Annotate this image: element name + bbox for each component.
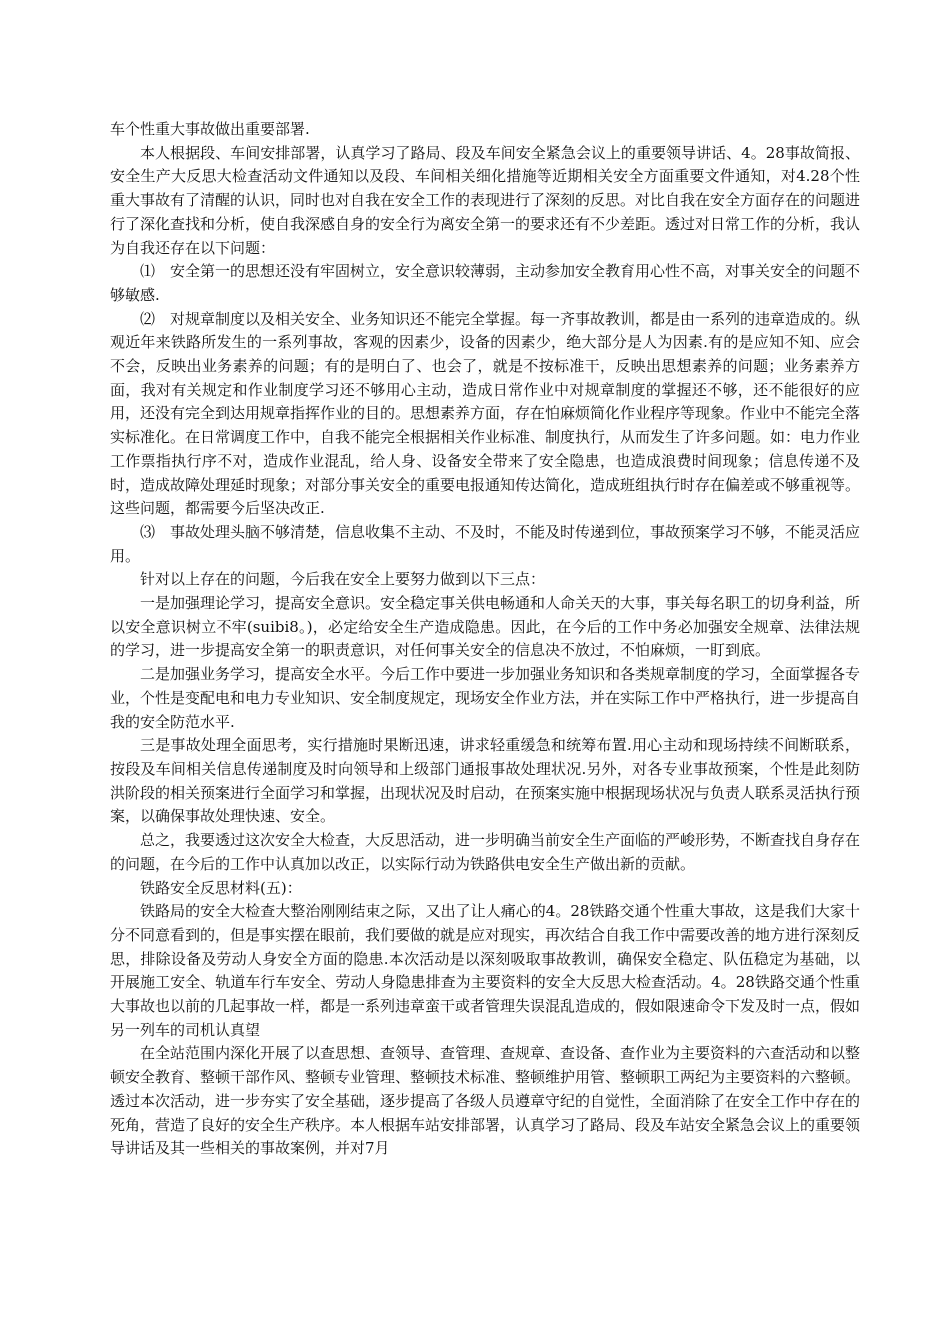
paragraph: ⑶ 事故处理头脑不够清楚，信息收集不主动、不及时，不能及时传递到位，事故预案学习不够，不能灵活应用。 <box>110 522 861 565</box>
paragraph: 在全站范围内深化开展了以查思想、查领导、查管理、查规章、查设备、查作业为主要资料的六查活动和以整顿安全教育、整顿干部作风、整顿专业管理、整顿技术标准、整顿维护用管、整顿职工两纪为主要资料的六整顿。透过本次活动，进一步夯实了安全基础，逐步提高了各级人员遵章守纪的自觉性，全面消除了在安全工作中存在的死角，营造了良好的安全生产秩序。本人根据车站安排部署，认真学习了路局、段及车站安全紧急会议上的重要领导讲话及其一些相关的事故案例，并对7月 <box>110 1044 861 1158</box>
paragraph: 针对以上存在的问题，今后我在安全上要努力做到以下三点： <box>140 570 546 589</box>
paragraph: 三是事故处理全面思考，实行措施时果断迅速，讲求轻重缓急和统筹布置.用心主动和现场持续不间断联系，按段及车间相关信息传递制度及时向领导和上级部门通报事故处理状况.另外，对各专业事故预案，个性是此刻防洪阶段的相关预案进行全面学习和掌握，出现状况及时启动，在预案实施中根据现场状况与负责人联系灵活执行预案，以确保事故处理快速、安全。 <box>110 736 861 826</box>
paragraph: 二是加强业务学习，提高安全水平。今后工作中要进一步加强业务知识和各类规章制度的学习，全面掌握各专业，个性是变配电和电力专业知识、安全制度规定，现场安全作业方法，并在实际工作中严格执行，进一步提高自我的安全防范水平. <box>110 665 861 731</box>
paragraph: 一是加强理论学习，提高安全意识。安全稳定事关供电畅通和人命关天的大事，事关每名职工的切身利益，所以安全意识树立不牢(suibi8。)，必定给安全生产造成隐患。因此，在今后的工作中务必加强安全规章、法律法规的学习，进一步提高安全第一的职责意识，对任何事关安全的信息决不放过，不怕麻烦，一盯到底。 <box>110 594 861 660</box>
paragraph: ⑴ 安全第一的思想还没有牢固树立，安全意识较薄弱，主动参加安全教育用心性不高，对事关安全的问题不够敏感. <box>110 262 861 304</box>
section-title: 铁路安全反思材料(五)： <box>140 878 302 897</box>
paragraph: 铁路局的安全大检查大整治刚刚结束之际，又出了让人痛心的4。28铁路交通个性重大事故，这是我们大家十分不同意看到的，但是事实摆在眼前，我们要做的就是应对现实，再次结合自我工作中需要改善的地方进行深刻反思，排除设备及劳动人身安全方面的隐患.本次活动是以深刻吸取事故教训，确保安全稳定、队伍稳定为基础，以开展施工安全、轨道车行车安全、劳动人身隐患排查为主要资料的安全大反思大检查活动。4。28铁路交通个性重大事故也以前的几起事故一样，都是一系列违章蛮干或者管理失误混乱造成的，假如限速命令下发及时一点，假如另一列车的司机认真望 <box>110 902 861 1039</box>
paragraph: 本人根据段、车间安排部署，认真学习了路局、段及车间安全紧急会议上的重要领导讲话、4。28事故简报、安全生产大反思大检查活动文件通知以及段、车间相关细化措施等近期相关安全方面重要文件通知，对4.28个性重大事故有了清醒的认识，同时也对自我在安全工作的表现进行了深刻的反思。对比自我在安全方面存在的问题进行了深化查找和分析，使自我深感自身的安全行为离安全第一的要求还有不少差距。透过对日常工作的分析，我认为自我还存在以下问题： <box>110 143 861 257</box>
paragraph: 车个性重大事故做出重要部署. <box>110 120 310 138</box>
paragraph: 总之，我要透过这次安全大检查，大反思活动，进一步明确当前安全生产面临的严峻形势，不断查找自身存在的问题，在今后的工作中认真加以改正，以实际行动为铁路供电安全生产做出新的贡献。 <box>110 831 861 873</box>
document-page <box>110 118 860 1161</box>
paragraph: ⑵ 对规章制度以及相关安全、业务知识还不能完全掌握。每一齐事故教训，都是由一系列的违章造成的。纵观近年来铁路所发生的一系列事故，客观的因素少，设备的因素少，绝大部分是人为因素.有的是应知不知、应会不会，反映出业务素养的问题；有的是明白了、也会了，就是不按标准干，反映出思想素养的问题；业务素养方面，我对有关规定和作业制度学习还不够用心主动，造成日常作业中对规章制度的掌握还不够，还不能很好的应用，还没有完全到达用规章指挥作业的目的。思想素养方面，存在怕麻烦简化作业程序等现象。作业中不能完全落实标准化。在日常调度工作中，自我不能完全根据相关作业标准、制度执行，从而发生了许多问题。如：电力作业工作票指执行序不对，造成作业混乱，给人身、设备安全带来了安全隐患，也造成浪费时间现象；信息传递不及时，造成故障处理延时现象；对部分事关安全的重要电报通知传达简化，造成班组执行时存在偏差或不够重视等。这些问题，都需要今后坚决改正. <box>110 309 861 518</box>
